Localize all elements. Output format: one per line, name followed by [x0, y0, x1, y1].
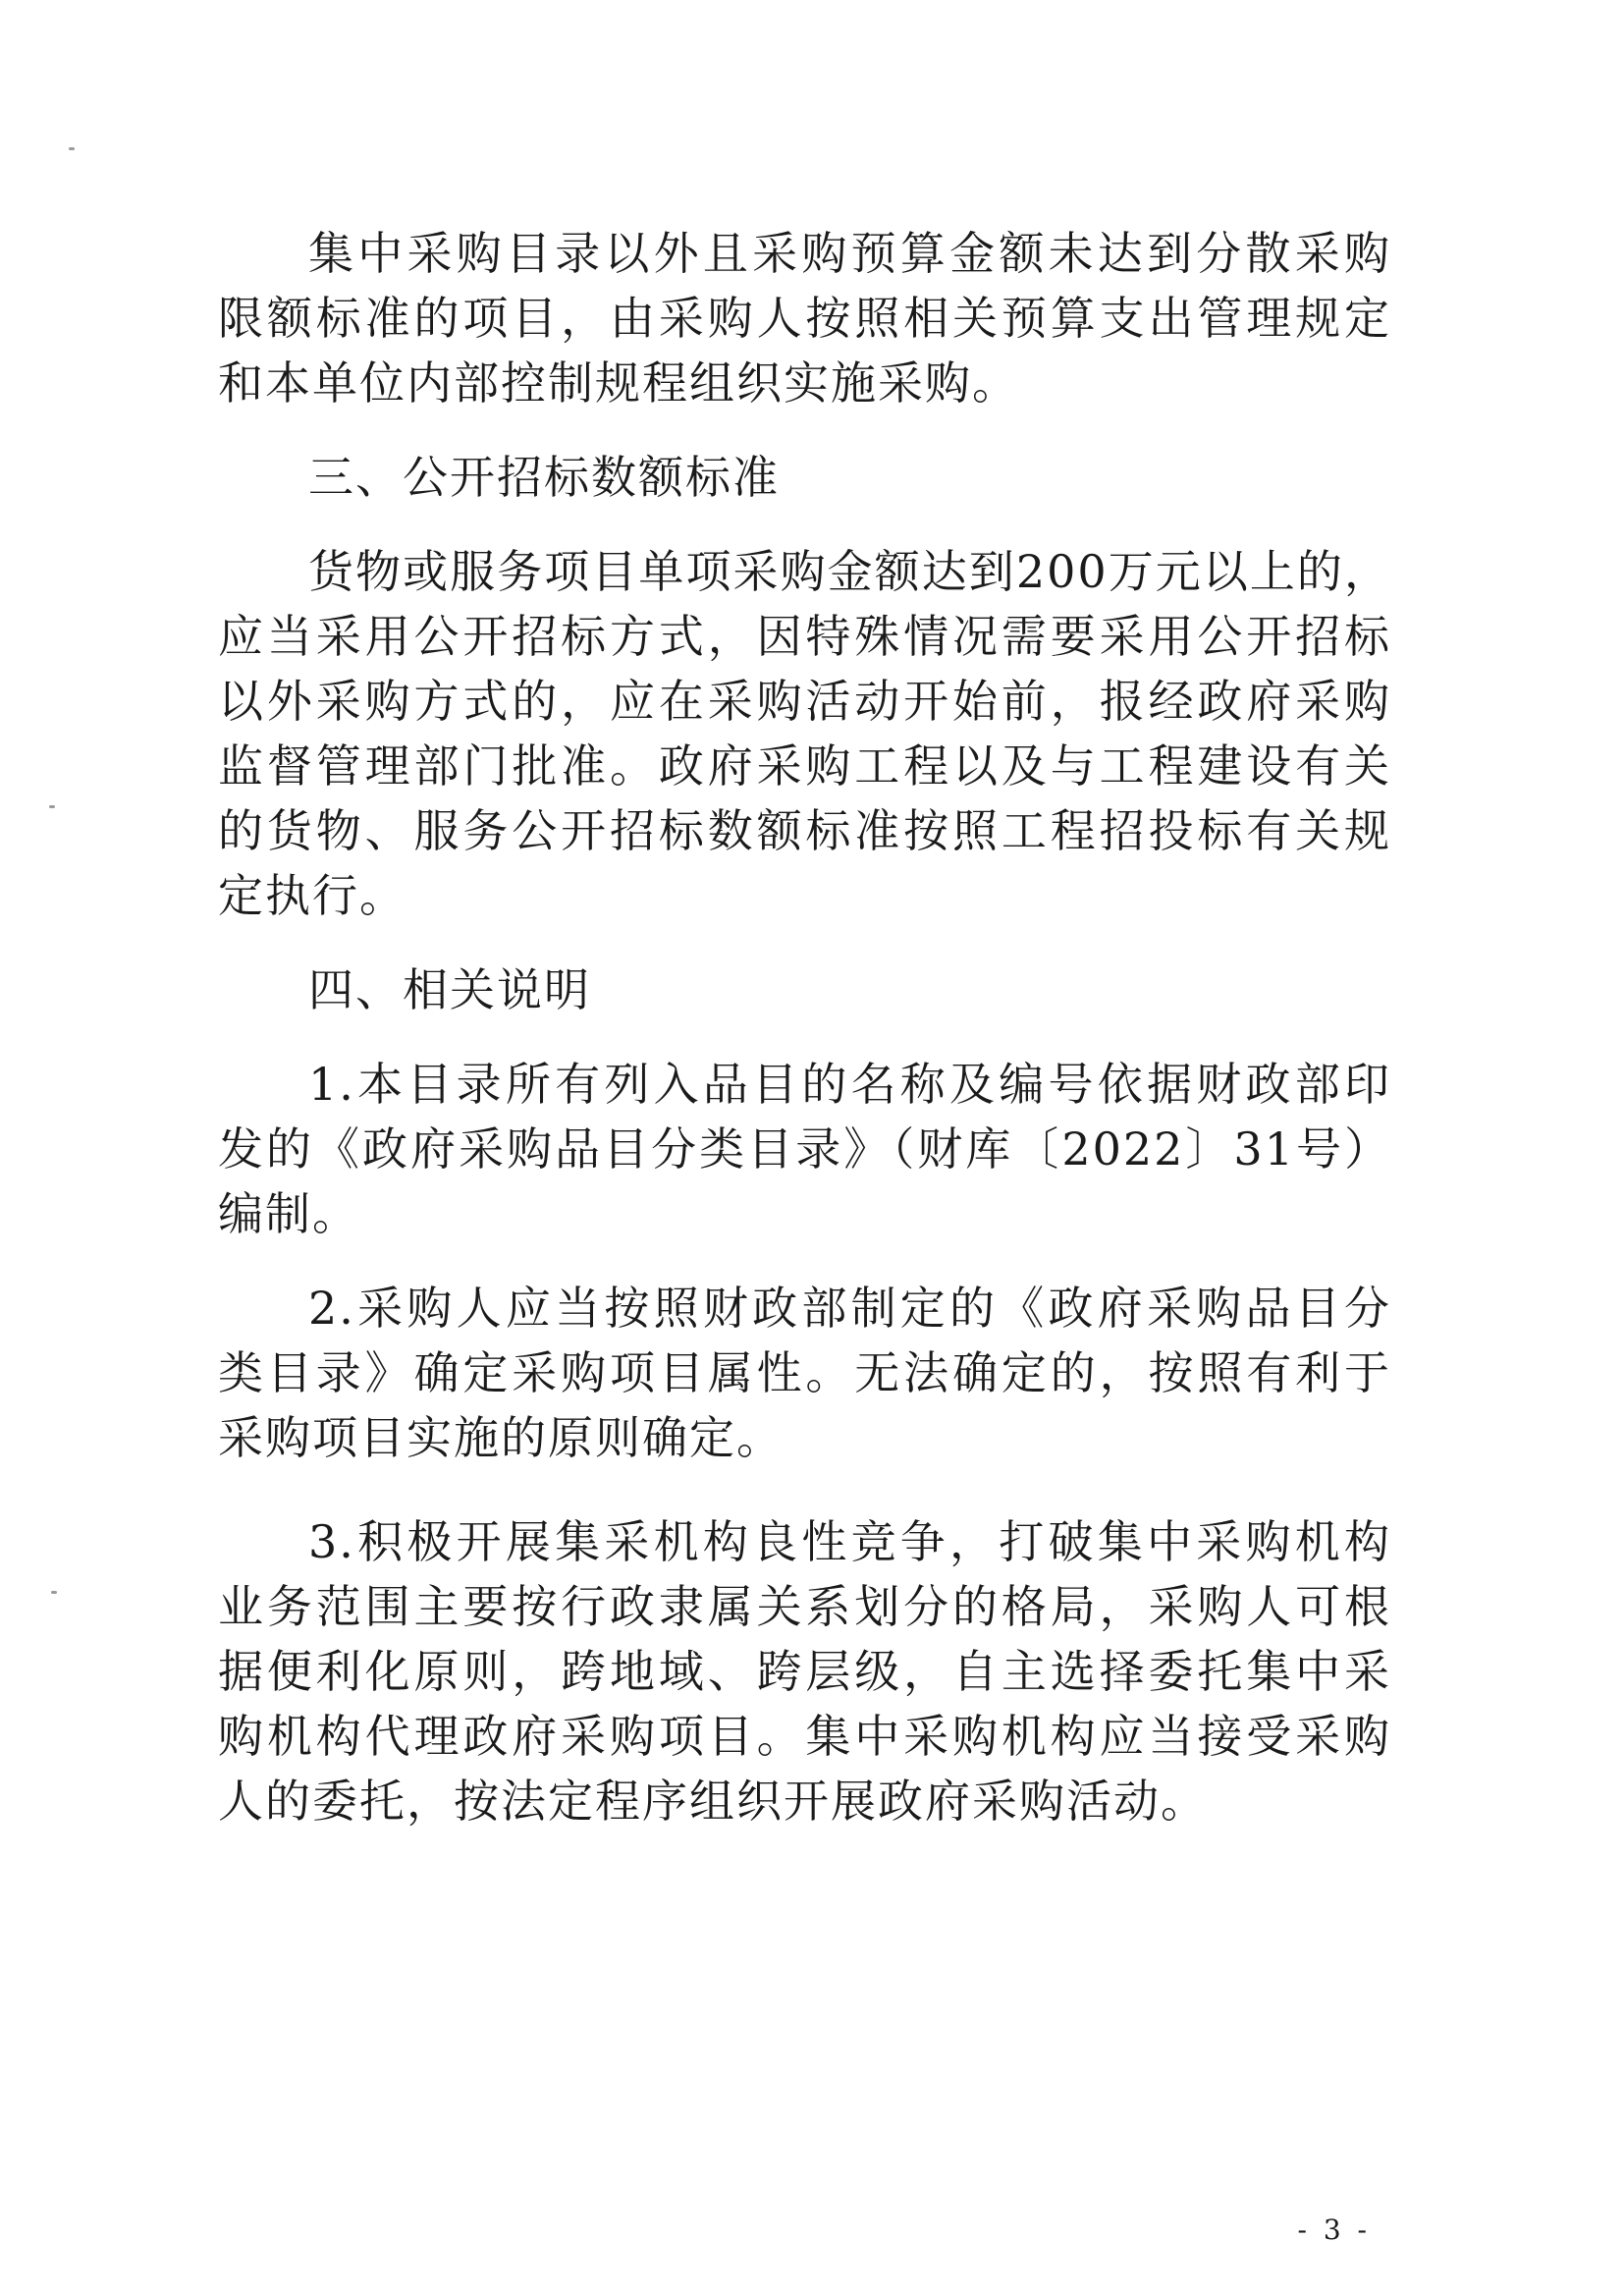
scan-mark	[49, 805, 55, 808]
scan-mark	[69, 147, 75, 150]
page-number: - 3 -	[1297, 2214, 1371, 2246]
scan-mark	[51, 1591, 57, 1594]
note-item-1: 1.本目录所有列入品目的名称及编号依据财政部印发的《政府采购品目分类目录》（财库〔2022〕31号）编制。	[218, 1058, 1391, 1240]
paragraph-dispersed-procurement: 集中采购目录以外且采购预算金额未达到分散采购限额标准的项目，由采购人按照相关预算支出管理规定和本单位内部控制规程组织实施采购。	[218, 227, 1391, 410]
document-body	[218, 221, 1391, 1833]
note-item-2: 2.采购人应当按照财政部制定的《政府采购品目分类目录》确定采购项目属性。无法确定的，按照有利于采购项目实施的原则确定。	[218, 1282, 1391, 1464]
note-item-3: 3.积极开展集采机构良性竞争，打破集中采购机构业务范围主要按行政隶属关系划分的格局，采购人可根据便利化原则，跨地域、跨层级，自主选择委托集中采购机构代理政府采购项目。集中采购机构应当接受采购人的委托，按法定程序组织开展政府采购活动。	[218, 1515, 1391, 1828]
paragraph-public-tender-threshold: 货物或服务项目单项采购金额达到200万元以上的，应当采用公开招标方式，因特殊情况需要采用公开招标以外采购方式的，应在采购活动开始前，报经政府采购监督管理部门批准。政府采购工程以及与工程建设有关的货物、服务公开招标数额标准按照工程招投标有关规定执行。	[218, 545, 1391, 922]
section-heading-public-tender-threshold: 三、公开招标数额标准	[308, 451, 780, 504]
section-heading-related-notes: 四、相关说明	[308, 963, 591, 1016]
